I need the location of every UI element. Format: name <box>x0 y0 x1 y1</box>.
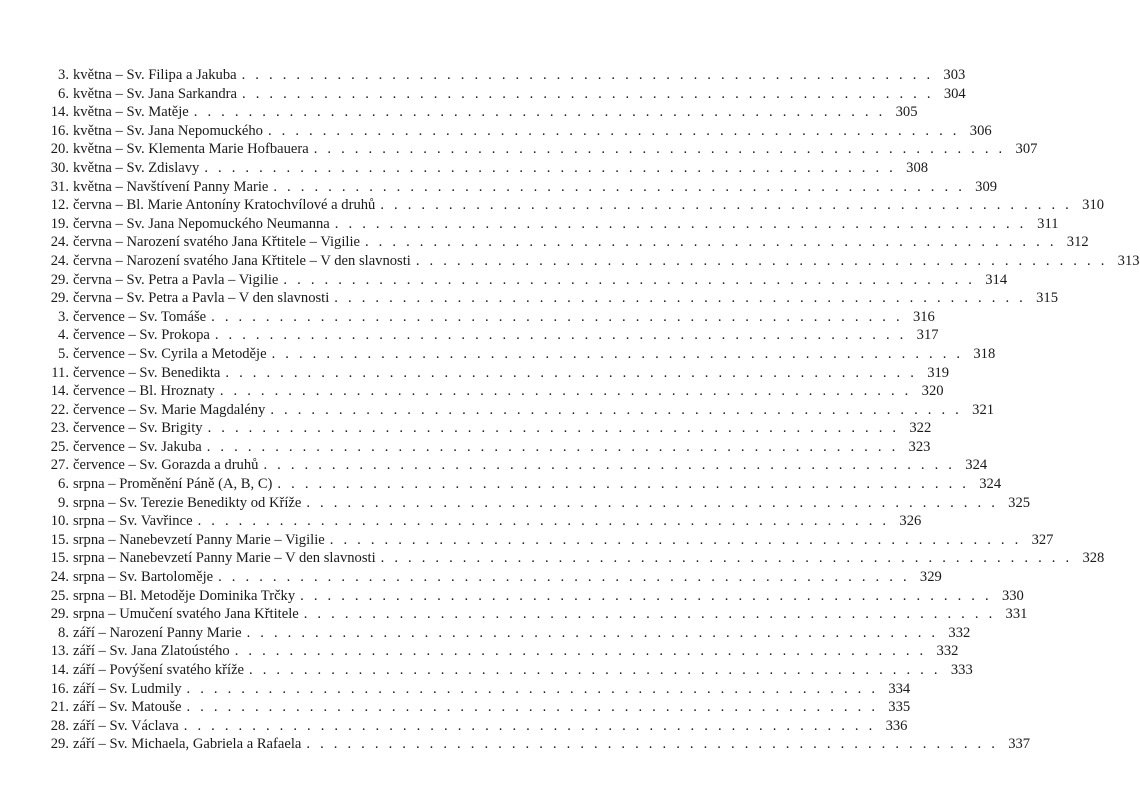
toc-entry[interactable] <box>45 624 971 643</box>
toc-entry-page: 334 <box>888 680 911 697</box>
toc-entry-page: 317 <box>916 327 939 344</box>
toc-entry-page: 312 <box>1066 234 1089 251</box>
toc-entry-day: 9. <box>58 494 69 511</box>
toc-entry-leader: . . . . . . . . . . . . . . . . . . . . . . . . . . . . . . . . . . . . . . . . . . . . . . . . . . . <box>283 271 976 288</box>
toc-entry-page: 331 <box>1005 606 1028 623</box>
toc-entry-page: 324 <box>979 476 1002 493</box>
toc-entry[interactable] <box>45 549 1105 568</box>
toc-entry-page: 337 <box>1008 736 1031 753</box>
toc-entry-page: 335 <box>888 699 911 716</box>
toc-entry[interactable] <box>45 66 966 85</box>
toc-entry[interactable] <box>45 587 1024 606</box>
toc-entry-title: srpna – Sv. Bartoloměje <box>73 569 214 586</box>
toc-entry-page: 307 <box>1015 141 1038 158</box>
toc-entry-title: srpna – Umučení svatého Jana Křtitele <box>73 606 299 623</box>
toc-entry-title: května – Sv. Jana Nepomuckého <box>73 122 263 139</box>
toc-entry-day: 16. <box>50 122 69 139</box>
toc-entry[interactable] <box>45 717 908 736</box>
toc-entry-title: července – Sv. Benedikta <box>73 364 221 381</box>
toc-entry-day: 27. <box>50 457 69 474</box>
toc-entry-leader: . . . . . . . . . . . . . . . . . . . . . . . . . . . . . . . . . . . . . . . . . . . . . . . . . . . <box>329 531 1022 548</box>
toc-entry-leader: . . . . . . . . . . . . . . . . . . . . . . . . . . . . . . . . . . . . . . . . . . . . . . . . . . . <box>204 159 897 176</box>
toc-entry-title: září – Povýšení svatého kříže <box>73 662 245 678</box>
toc-entry[interactable] <box>45 382 944 401</box>
toc-entry-page: 304 <box>943 85 966 102</box>
toc-entry-title: července – Sv. Tomáše <box>73 308 207 325</box>
toc-entry-title: června – Sv. Petra a Pavla – V den slavnosti <box>73 290 330 307</box>
toc-entry[interactable] <box>45 605 1028 624</box>
toc-entry-page: 310 <box>1082 197 1105 214</box>
toc-entry-title: července – Sv. Cyrila a Metoděje <box>73 345 267 362</box>
toc-entry[interactable] <box>45 85 966 104</box>
toc-entry-leader: . . . . . . . . . . . . . . . . . . . . . . . . . . . . . . . . . . . . . . . . . . . . . . . . . . . <box>263 457 956 474</box>
toc-entry-page: 322 <box>909 420 932 437</box>
toc-entry-day: 24. <box>50 234 69 251</box>
toc-entry-leader: . . . . . . . . . . . . . . . . . . . . . . . . . . . . . . . . . . . . . . . . . . . . . . . . . . . <box>183 717 876 734</box>
toc-entry[interactable] <box>45 326 939 345</box>
toc-entry-page: 308 <box>906 159 929 176</box>
toc-entry-title: července – Sv. Prokopa <box>73 327 210 344</box>
toc-entry-page: 314 <box>985 271 1008 288</box>
toc-entry-day: 14. <box>50 104 69 121</box>
toc-entry-leader: . . . . . . . . . . . . . . . . . . . . . . . . . . . . . . . . . . . . . . . . . . . . . . . . . . . <box>206 438 899 455</box>
toc-entry-day: 23. <box>50 420 69 437</box>
toc-entry-leader: . . . . . . . . . . . . . . . . . . . . . . . . . . . . . . . . . . . . . . . . . . . . . . . . . . . <box>242 85 934 102</box>
toc-entry[interactable] <box>45 159 929 178</box>
toc-entry-page: 313 <box>1117 252 1140 269</box>
toc-entry-page: 332 <box>948 624 971 641</box>
toc-entry-page: 330 <box>1001 587 1024 604</box>
toc-entry-page: 319 <box>927 364 950 381</box>
toc-entry-leader: . . . . . . . . . . . . . . . . . . . . . . . . . . . . . . . . . . . . . . . . . . . . . . . . . . . <box>270 401 963 418</box>
toc-entry[interactable] <box>45 178 998 197</box>
toc-entry-page: 303 <box>943 67 966 83</box>
toc-entry-leader: . . . . . . . . . . . . . . . . . . . . . . . . . . . . . . . . . . . . . . . . . . . . . . . . . . . <box>186 699 879 716</box>
toc-entry-leader: . . . . . . . . . . . . . . . . . . . . . . . . . . . . . . . . . . . . . . . . . . . . . . . . . . . <box>241 67 934 83</box>
toc-entry-title: srpna – Sv. Vavřince <box>73 513 193 530</box>
toc-entry-leader: . . . . . . . . . . . . . . . . . . . . . . . . . . . . . . . . . . . . . . . . . . . . . . . . . . . <box>271 345 964 362</box>
toc-entry-page: 309 <box>975 178 998 195</box>
toc-entry-leader: . . . . . . . . . . . . . . . . . . . . . . . . . . . . . . . . . . . . . . . . . . . . . . . . . . . <box>300 587 992 604</box>
toc-entry-day: 28. <box>50 717 69 734</box>
toc-entry-page: 315 <box>1036 290 1058 307</box>
toc-entry-title: července – Bl. Hroznaty <box>73 383 215 400</box>
toc-entry-title: července – Sv. Brigity <box>73 420 203 437</box>
toc-entry-leader: . . . . . . . . . . . . . . . . . . . . . . . . . . . . . . . . . . . . . . . . . . . . . . . . . . . <box>303 606 996 623</box>
toc-entry-day: 22. <box>50 401 69 418</box>
toc-entry-day: 11. <box>51 364 69 381</box>
toc-entry[interactable] <box>45 494 1031 513</box>
toc-entry-page: 326 <box>899 513 922 530</box>
toc-entry-page: 333 <box>950 662 973 678</box>
toc-entry-day: 25. <box>50 587 69 604</box>
toc-entry[interactable] <box>45 308 935 327</box>
toc-entry[interactable] <box>45 568 942 587</box>
toc-entry-leader: . . . . . . . . . . . . . . . . . . . . . . . . . . . . . . . . . . . . . . . . . . . . . . . . . . . <box>380 550 1073 567</box>
toc-entry-page: 332 <box>936 643 959 660</box>
toc-entry-title: srpna – Sv. Terezie Benedikty od Kříže <box>73 494 302 511</box>
toc-entry-day: 15. <box>50 531 69 548</box>
toc-entry-title: června – Bl. Marie Antoníny Kratochvílové a druhů <box>73 197 376 214</box>
toc-entry-page: 311 <box>1037 215 1059 232</box>
toc-entry-title: června – Sv. Jana Nepomuckého Neumanna <box>73 215 330 232</box>
toc-entry-day: 29. <box>50 290 69 307</box>
toc-entry-page: 324 <box>965 457 988 474</box>
toc-entry-day: 24. <box>50 569 69 586</box>
toc-entry-leader: . . . . . . . . . . . . . . . . . . . . . . . . . . . . . . . . . . . . . . . . . . . . . . . . . . . <box>234 643 927 660</box>
toc-entry[interactable] <box>45 642 959 661</box>
toc-entry-leader: . . . . . . . . . . . . . . . . . . . . . . . . . . . . . . . . . . . . . . . . . . . . . . . . . . . <box>313 141 1006 158</box>
toc-entry-day: 14. <box>50 383 69 400</box>
toc-entry-day: 19. <box>50 215 69 232</box>
toc-entry-day: 3. <box>58 67 69 83</box>
toc-entry-leader: . . . . . . . . . . . . . . . . . . . . . . . . . . . . . . . . . . . . . . . . . . . . . . . . . . . <box>415 252 1108 269</box>
toc-entry-leader: . . . . . . . . . . . . . . . . . . . . . . . . . . . . . . . . . . . . . . . . . . . . . . . . . . . <box>219 383 912 400</box>
toc-entry-day: 14. <box>50 662 69 678</box>
toc-entry-day: 13. <box>50 643 69 660</box>
toc-entry-page: 318 <box>973 345 996 362</box>
toc-entry-leader: . . . . . . . . . . . . . . . . . . . . . . . . . . . . . . . . . . . . . . . . . . . . . . . . . . . <box>306 494 999 511</box>
toc-entry-title: srpna – Proměnění Páně (A, B, C) <box>73 476 273 493</box>
toc-entry[interactable] <box>45 438 931 457</box>
toc-entry-page: 320 <box>921 383 944 400</box>
toc-entry-page: 305 <box>895 104 918 121</box>
toc-entry-day: 15. <box>50 550 69 567</box>
toc-entry-day: 21. <box>50 699 69 716</box>
toc-entry[interactable] <box>45 103 918 122</box>
toc-entry[interactable] <box>45 289 1058 308</box>
toc-entry-title: srpna – Bl. Metoděje Dominika Trčky <box>73 587 296 604</box>
toc-entry[interactable] <box>45 215 1059 234</box>
toc-entry-page: 327 <box>1031 531 1054 548</box>
table-of-contents <box>45 66 1140 754</box>
toc-entry-day: 25. <box>50 438 69 455</box>
toc-entry-day: 31. <box>50 178 69 195</box>
toc-entry-title: května – Sv. Jana Sarkandra <box>73 85 237 102</box>
toc-entry-leader: . . . . . . . . . . . . . . . . . . . . . . . . . . . . . . . . . . . . . . . . . . . . . . . . . . . <box>186 680 879 697</box>
toc-entry[interactable] <box>45 196 1105 215</box>
toc-entry-leader: . . . . . . . . . . . . . . . . . . . . . . . . . . . . . . . . . . . . . . . . . . . . . . . . . . . <box>218 569 910 586</box>
toc-entry-day: 24. <box>50 252 69 269</box>
toc-entry-leader: . . . . . . . . . . . . . . . . . . . . . . . . . . . . . . . . . . . . . . . . . . . . . . . . . . . <box>267 122 960 139</box>
toc-entry-day: 29. <box>50 736 69 753</box>
toc-entry-page: 325 <box>1008 494 1031 511</box>
toc-entry[interactable] <box>45 233 1089 252</box>
toc-entry-page: 336 <box>885 717 908 734</box>
toc-entry-title: září – Sv. Matouše <box>73 699 182 716</box>
toc-entry-title: června – Narození svatého Jana Křtitele – Vigilie <box>73 234 360 251</box>
toc-entry-leader: . . . . . . . . . . . . . . . . . . . . . . . . . . . . . . . . . . . . . . . . . . . . . . . . . . . <box>225 364 918 381</box>
toc-entry-title: července – Sv. Jakuba <box>73 438 202 455</box>
toc-entry-leader: . . . . . . . . . . . . . . . . . . . . . . . . . . . . . . . . . . . . . . . . . . . . . . . . . . . <box>214 327 907 344</box>
toc-entry-title: května – Sv. Klementa Marie Hofbauera <box>73 141 309 158</box>
toc-entry-day: 8. <box>58 624 69 641</box>
toc-entry-day: 30. <box>50 159 69 176</box>
toc-entry-page: 328 <box>1082 550 1105 567</box>
toc-entry-leader: . . . . . . . . . . . . . . . . . . . . . . . . . . . . . . . . . . . . . . . . . . . . . . . . . . . <box>380 197 1073 214</box>
toc-entry-leader: . . . . . . . . . . . . . . . . . . . . . . . . . . . . . . . . . . . . . . . . . . . . . . . . . . . <box>249 662 941 678</box>
toc-entry-title: září – Narození Panny Marie <box>73 624 242 641</box>
toc-entry-title: září – Sv. Jana Zlatoústého <box>73 643 230 660</box>
toc-entry-day: 20. <box>50 141 69 158</box>
toc-entry[interactable] <box>45 140 1038 159</box>
toc-entry-day: 29. <box>50 606 69 623</box>
toc-entry-page: 323 <box>908 438 931 455</box>
toc-entry-leader: . . . . . . . . . . . . . . . . . . . . . . . . . . . . . . . . . . . . . . . . . . . . . . . . . . . <box>207 420 900 437</box>
toc-entry-day: 12. <box>50 197 69 214</box>
toc-entry-day: 5. <box>58 345 69 362</box>
toc-entry-title: května – Navštívení Panny Marie <box>73 178 269 195</box>
toc-entry[interactable] <box>45 122 992 141</box>
toc-entry-title: září – Sv. Michaela, Gabriela a Rafaela <box>73 736 302 753</box>
toc-entry[interactable] <box>45 345 996 364</box>
toc-entry[interactable] <box>45 401 995 420</box>
toc-entry-title: května – Sv. Filipa a Jakuba <box>73 67 237 83</box>
toc-entry[interactable] <box>45 661 973 680</box>
toc-entry[interactable] <box>45 419 932 438</box>
toc-entry-page: 306 <box>969 122 992 139</box>
toc-entry-leader: . . . . . . . . . . . . . . . . . . . . . . . . . . . . . . . . . . . . . . . . . . . . . . . . . . . <box>211 308 903 325</box>
toc-entry[interactable] <box>45 456 988 475</box>
toc-entry-day: 6. <box>58 85 69 102</box>
toc-entry-leader: . . . . . . . . . . . . . . . . . . . . . . . . . . . . . . . . . . . . . . . . . . . . . . . . . . . <box>277 476 970 493</box>
toc-entry-leader: . . . . . . . . . . . . . . . . . . . . . . . . . . . . . . . . . . . . . . . . . . . . . . . . . . . <box>334 290 1026 307</box>
toc-entry-title: května – Sv. Matěje <box>73 104 189 121</box>
toc-entry[interactable] <box>45 735 1031 754</box>
toc-entry-day: 4. <box>58 327 69 344</box>
toc-entry[interactable] <box>45 252 1140 271</box>
toc-entry-day: 10. <box>50 513 69 530</box>
toc-entry[interactable] <box>45 364 950 383</box>
toc-entry-leader: . . . . . . . . . . . . . . . . . . . . . . . . . . . . . . . . . . . . . . . . . . . . . . . . . . . <box>273 178 966 195</box>
toc-entry-leader: . . . . . . . . . . . . . . . . . . . . . . . . . . . . . . . . . . . . . . . . . . . . . . . . . . . <box>306 736 999 753</box>
toc-entry[interactable] <box>45 271 1008 290</box>
toc-entry-title: září – Sv. Ludmily <box>73 680 182 697</box>
toc-entry-day: 29. <box>50 271 69 288</box>
toc-entry[interactable] <box>45 475 1002 494</box>
toc-entry-leader: . . . . . . . . . . . . . . . . . . . . . . . . . . . . . . . . . . . . . . . . . . . . . . . . . . . <box>334 215 1027 232</box>
toc-entry-title: srpna – Nanebevzetí Panny Marie – Vigilie <box>73 531 325 548</box>
toc-entry-title: července – Sv. Gorazda a druhů <box>73 457 259 474</box>
toc-entry-page: 329 <box>919 569 942 586</box>
toc-entry-page: 316 <box>912 308 935 325</box>
toc-entry-title: května – Sv. Zdislavy <box>73 159 200 176</box>
toc-entry-day: 3. <box>58 308 69 325</box>
toc-entry[interactable] <box>45 680 911 699</box>
toc-entry-title: září – Sv. Václava <box>73 717 179 734</box>
toc-entry-title: srpna – Nanebevzetí Panny Marie – V den slavnosti <box>73 550 376 567</box>
toc-entry-day: 16. <box>50 680 69 697</box>
toc-entry-leader: . . . . . . . . . . . . . . . . . . . . . . . . . . . . . . . . . . . . . . . . . . . . . . . . . . . <box>197 513 890 530</box>
toc-entry-title: června – Narození svatého Jana Křtitele – V den slavnosti <box>73 252 411 269</box>
toc-entry-page: 321 <box>972 401 995 418</box>
toc-entry-leader: . . . . . . . . . . . . . . . . . . . . . . . . . . . . . . . . . . . . . . . . . . . . . . . . . . . <box>193 104 886 121</box>
toc-entry-title: července – Sv. Marie Magdalény <box>73 401 266 418</box>
toc-entry-leader: . . . . . . . . . . . . . . . . . . . . . . . . . . . . . . . . . . . . . . . . . . . . . . . . . . . <box>364 234 1057 251</box>
toc-entry[interactable] <box>45 531 1054 550</box>
toc-entry-leader: . . . . . . . . . . . . . . . . . . . . . . . . . . . . . . . . . . . . . . . . . . . . . . . . . . . <box>246 624 939 641</box>
toc-entry[interactable] <box>45 698 911 717</box>
toc-entry[interactable] <box>45 512 922 531</box>
toc-entry-title: června – Sv. Petra a Pavla – Vigilie <box>73 271 279 288</box>
toc-entry-day: 6. <box>58 476 69 493</box>
